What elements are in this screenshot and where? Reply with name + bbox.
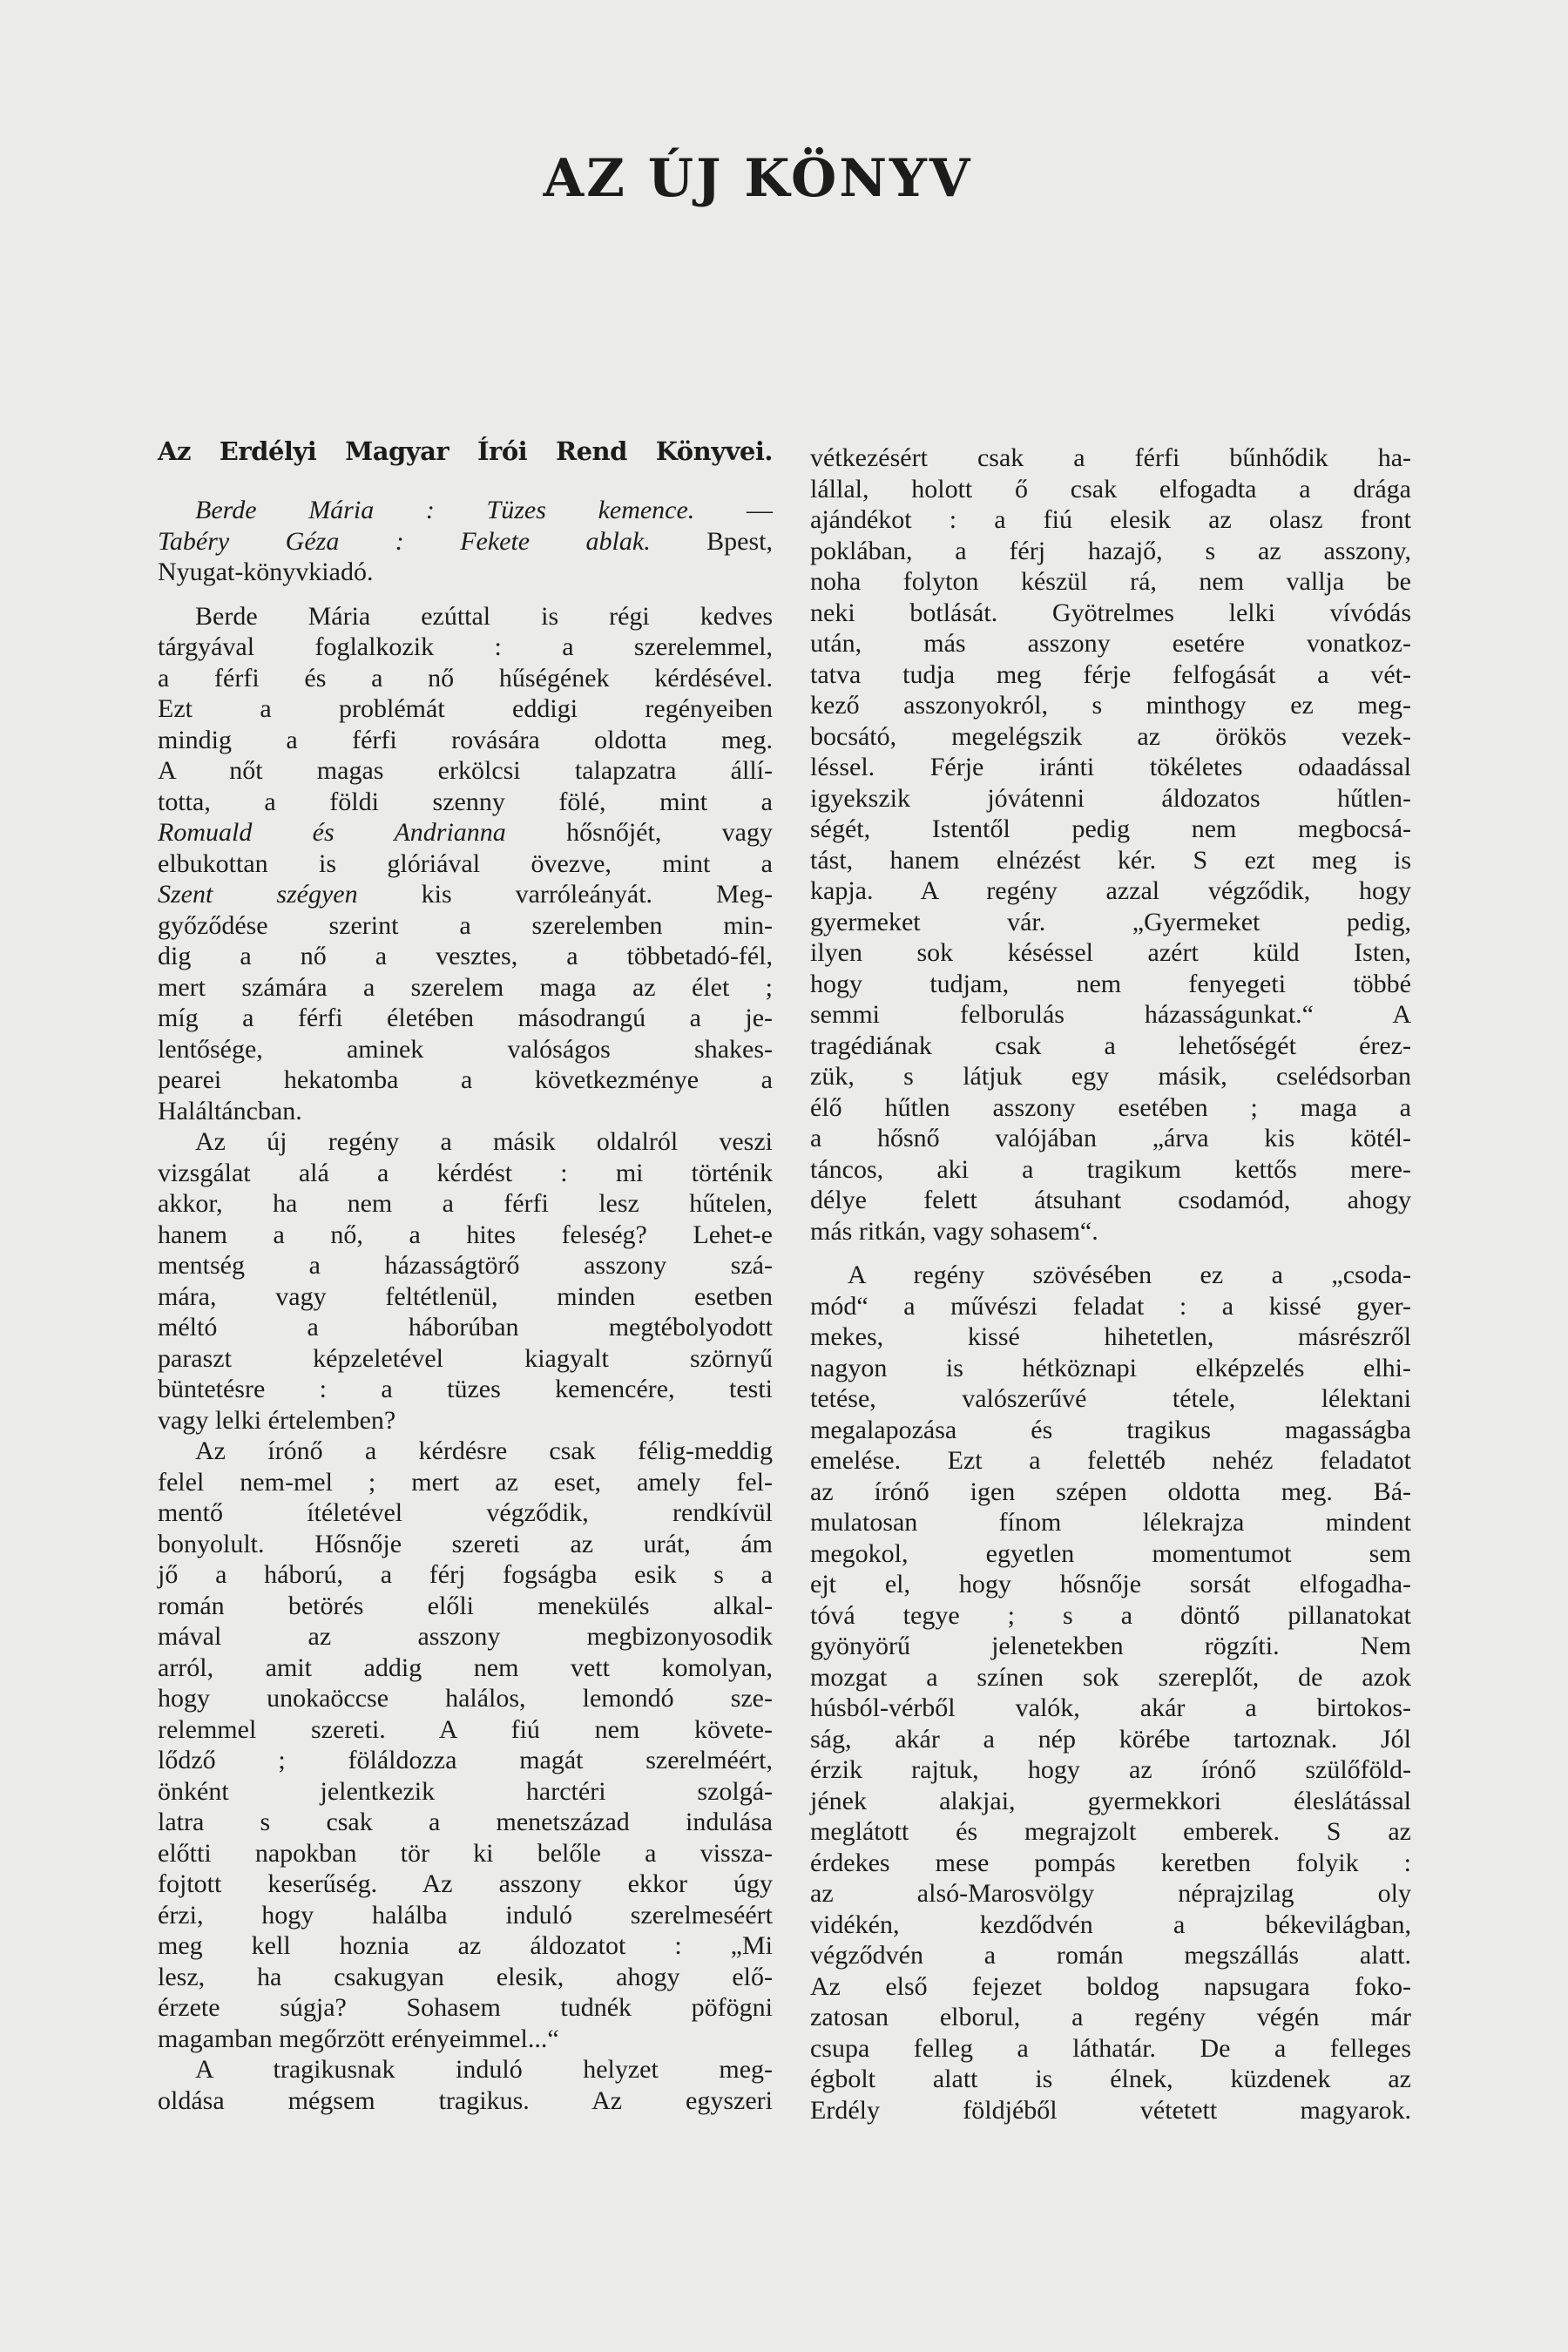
text-line: arról, amit addig nem vett komolyan, — [158, 1652, 773, 1682]
paragraph — [158, 1126, 773, 1436]
paragraph — [158, 2054, 773, 2116]
text-line: meglátott és megrajzolt emberek. S az — [810, 1817, 1411, 1846]
text-line: más ritkán, vagy sohasem“. — [810, 1216, 1098, 1246]
text-line: noha folyton készül rá, nem vallja be — [810, 567, 1411, 596]
text-line: után, más asszony esetére vonatkoz- — [810, 629, 1411, 658]
text-line: tóvá tegye ; s a döntő pillanatokat — [810, 1600, 1411, 1630]
text-line: önként jelentkezik harctéri szolgá- — [158, 1776, 773, 1806]
text-line: poklában, a férj hazajő, s az asszony, — [810, 536, 1411, 565]
text-line: latra s csak a menetszázad indulása — [158, 1808, 773, 1836]
text-line — [158, 879, 773, 910]
text-line: érdekes mese pompás keretben folyik : — [810, 1848, 1411, 1877]
text-line: hogy tudjam, nem fenyegeti többé — [810, 969, 1411, 998]
text-line: előtti napokban tör ki belőle a vissza- — [158, 1838, 773, 1868]
text-span: kis varróleányát. Meg- — [357, 880, 774, 909]
text-line: paraszt képzeletével kiagyalt szörnyű — [158, 1343, 773, 1373]
text-line: Az írónő a kérdésre csak félig-meddig — [195, 1436, 773, 1465]
text-line: tragédiának csak a lehetőségét érez- — [810, 1031, 1411, 1060]
paragraph — [158, 1436, 773, 2054]
text-line: semmi felborulás házasságunkat.“ A — [810, 1000, 1411, 1029]
text-line: vizsgálat alá a kérdést : mi történik — [158, 1158, 773, 1187]
text-line: totta, a földi szenny fölé, mint a — [158, 787, 773, 816]
text-line: tárgyával foglalkozik : a szerelemmel, — [158, 632, 773, 661]
text-line — [158, 526, 773, 558]
text-line: relemmel szereti. A fiú nem követe- — [158, 1714, 773, 1744]
text-line: dig a nő a vesztes, a többetadó-fél, — [158, 942, 773, 970]
text-line: kapja. A regény azzal végződik, hogy — [810, 876, 1411, 905]
text-line: ejt el, hogy hősnője sorsát elfogadha- — [810, 1570, 1411, 1598]
text-line: Berde Mária ezúttal is régi kedves — [195, 601, 773, 631]
text-line: pearei hekatomba a következménye a — [158, 1065, 773, 1094]
text-line: Ezt a problémát eddigi regényeiben — [158, 694, 773, 723]
text-line: ság, akár a nép körébe tartoznak. Jól — [810, 1724, 1411, 1754]
text-line: felel nem-mel ; mert az eset, amely fel- — [158, 1467, 773, 1497]
text-line: mára, vagy feltétlenül, minden esetben — [158, 1281, 773, 1311]
text-line: ségét, Istentől pedig nem megbocsá- — [810, 814, 1411, 843]
text-line: Az első fejezet boldog napsugara foko- — [810, 1971, 1411, 2001]
text-line: az írónő igen szépen oldotta meg. Bá- — [810, 1477, 1411, 1506]
text-line: igyekszik jóvátenni áldozatos hűtlen- — [810, 783, 1411, 813]
text-line: magamban megőrzött erényeimmel...“ — [158, 2024, 559, 2053]
text-line: égbolt alatt is élnek, küzdenek az — [810, 2065, 1411, 2093]
text-line: győződése szerint a szerelemben min- — [158, 910, 773, 940]
paragraph — [810, 1260, 1411, 2126]
text-line: vidékén, kezdődvén a békevilágban, — [810, 1909, 1411, 1939]
text-line: lődző ; föláldozza magát szerelméért, — [158, 1746, 773, 1774]
text-line: fojtott keserűség. Az asszony ekkor úgy — [158, 1869, 773, 1898]
text-line — [158, 495, 773, 526]
text-line — [158, 817, 773, 848]
text-line: nagyon is hétköznapi elképzelés elhi- — [810, 1353, 1411, 1382]
text-line: délye felett átsuhant csodamód, ahogy — [810, 1186, 1411, 1214]
text-line: a hősnő valójában „árva kis kötél- — [810, 1124, 1411, 1152]
text-line: mentő ítéletével végződik, rendkívül — [158, 1498, 773, 1527]
text-line: Erdély földjéből vétetett magyarok. — [810, 2095, 1411, 2125]
text-line: emelése. Ezt a felettéb nehéz feladatot — [810, 1446, 1411, 1475]
text-line: míg a férfi életében másodrangú a je- — [158, 1004, 773, 1032]
paragraph — [810, 443, 1411, 1247]
text-line: bonyolult. Hősnője szereti az urát, ám — [158, 1529, 773, 1558]
text-line: érzi, hogy halálba induló szerelmeséért — [158, 1900, 773, 1930]
text-line: végződvén a román megszállás alatt. — [810, 1941, 1411, 1970]
text-line: kező asszonyokról, s minthogy ez meg- — [810, 691, 1411, 720]
text-line: zük, s látjuk egy másik, cselédsorban — [810, 1062, 1411, 1091]
text-line: elbukottan is glóriával övezve, mint a — [158, 848, 773, 878]
text-line: A nőt magas erkölcsi talapzatra állí- — [158, 756, 773, 785]
text-line: mód“ a művészi feladat : a kissé gyer- — [810, 1291, 1411, 1321]
text-line: lállal, holott ő csak elfogadta a drága — [810, 474, 1411, 504]
italic-title: Tabéry Géza : Fekete ablak. — [158, 526, 651, 556]
text-span: hősnőjét, vagy — [505, 818, 773, 847]
text-line: bocsátó, megelégszik az örökös vezek- — [810, 721, 1411, 751]
text-line: ajándékot : a fiú elesik az olasz front — [810, 505, 1411, 534]
paragraph — [158, 495, 773, 588]
text-line: érzik rajtuk, hogy az írónő szülőföld- — [810, 1755, 1411, 1784]
text-line: hogy unokaöccse halálos, lemondó sze- — [158, 1684, 773, 1713]
text-line: jének alakjai, gyermekkori éleslátással — [810, 1786, 1411, 1815]
text-line: jő a háború, a férj fogságba esik s a — [158, 1560, 773, 1589]
text-line: A regény szövésében ez a „csoda- — [848, 1260, 1411, 1289]
text-line: Haláltáncban. — [158, 1096, 302, 1125]
text-line: mert számára a szerelem maga az élet ; — [158, 972, 773, 1002]
text-span: — — [694, 496, 773, 524]
italic-title: Romuald és Andrianna — [158, 818, 506, 847]
text-line: vétkezésért csak a férfi bűnhődik ha- — [810, 443, 1411, 472]
paragraph — [158, 601, 773, 1127]
text-line: tetése, valószerűvé tétele, lélektani — [810, 1384, 1411, 1413]
text-line: érzete súgja? Sohasem tudnék pöfögni — [158, 1993, 773, 2022]
text-line: megalapozása és tragikus magasságba — [810, 1415, 1411, 1444]
text-line: Nyugat-könyvkiadó. — [158, 558, 374, 586]
text-line: a férfi és a nő hűségének kérdésével. — [158, 663, 773, 693]
text-line: mával az asszony megbizonyosodik — [158, 1622, 773, 1651]
text-line: Az új regény a másik oldalról veszi — [195, 1127, 773, 1156]
text-line: megokol, egyetlen momentumot sem — [810, 1538, 1411, 1568]
section-heading: Az Erdélyi Magyar Írói Rend Könyvei. — [158, 436, 773, 466]
text-line: zatosan elborul, a regény végén már — [810, 2003, 1411, 2031]
text-line: román betörés előli menekülés alkal- — [158, 1591, 773, 1620]
page-title: AZ ÚJ KÖNYV — [543, 148, 973, 209]
text-line: méltó a háborúban megtébolyodott — [158, 1313, 773, 1342]
text-line: lentősége, aminek valóságos shakes- — [158, 1034, 773, 1064]
text-line: léssel. Férje iránti tökéletes odaadással — [810, 753, 1411, 781]
text-line: mekes, kissé hihetetlen, másrészről — [810, 1322, 1411, 1351]
left-column — [158, 436, 773, 2129]
text-line: mentség a házasságtörő asszony szá- — [158, 1251, 773, 1280]
text-line: mozgat a színen sok szereplőt, de azok — [810, 1662, 1411, 1692]
text-line: akkor, ha nem a férfi lesz hűtelen, — [158, 1189, 773, 1218]
text-line: oldása mégsem tragikus. Az egyszeri — [158, 2085, 773, 2115]
right-column — [810, 443, 1411, 2139]
text-line: élő hűtlen asszony esetében ; maga a — [810, 1092, 1411, 1122]
text-line: tást, hanem elnézést kér. S ezt meg is — [810, 845, 1411, 875]
text-line: táncos, aki a tragikum kettős mere- — [810, 1154, 1411, 1184]
text-line: mindig a férfi rovására oldotta meg. — [158, 725, 773, 754]
text-line: az alsó-Marosvölgy néprajzilag oly — [810, 1879, 1411, 1908]
text-line: büntetésre : a tüzes kemencére, testi — [158, 1375, 773, 1403]
text-line: csupa felleg a láthatár. De a felleges — [810, 2033, 1411, 2063]
text-line: A tragikusnak induló helyzet meg- — [195, 2055, 773, 2084]
text-line: mulatosan fínom lélekrajza mindent — [810, 1508, 1411, 1537]
text-line: húsból-vérből valók, akár a birtokos- — [810, 1693, 1411, 1722]
text-line: tatva tudja meg férje felfogását a vét- — [810, 659, 1411, 689]
text-line: ilyen sok késéssel azért küld Isten, — [810, 938, 1411, 967]
text-line: hanem a nő, a hites feleség? Lehet-e — [158, 1220, 773, 1249]
italic-title: Szent szégyen — [158, 880, 358, 909]
italic-title: Berde Mária : Tüzes kemence. — [195, 496, 695, 524]
text-line: neki botlását. Gyötrelmes lelki vívódás — [810, 598, 1411, 627]
text-line: meg kell hoznia az áldozatot : „Mi — [158, 1931, 773, 1960]
text-line: gyönyörű jelenetekben rögzíti. Nem — [810, 1632, 1411, 1660]
text-span: Bpest, — [650, 526, 773, 556]
text-line: gyermeket vár. „Gyermeket pedig, — [810, 907, 1411, 936]
text-line: lesz, ha csakugyan elesik, ahogy elő- — [158, 1962, 773, 1991]
text-line: vagy lelki értelemben? — [158, 1405, 396, 1435]
